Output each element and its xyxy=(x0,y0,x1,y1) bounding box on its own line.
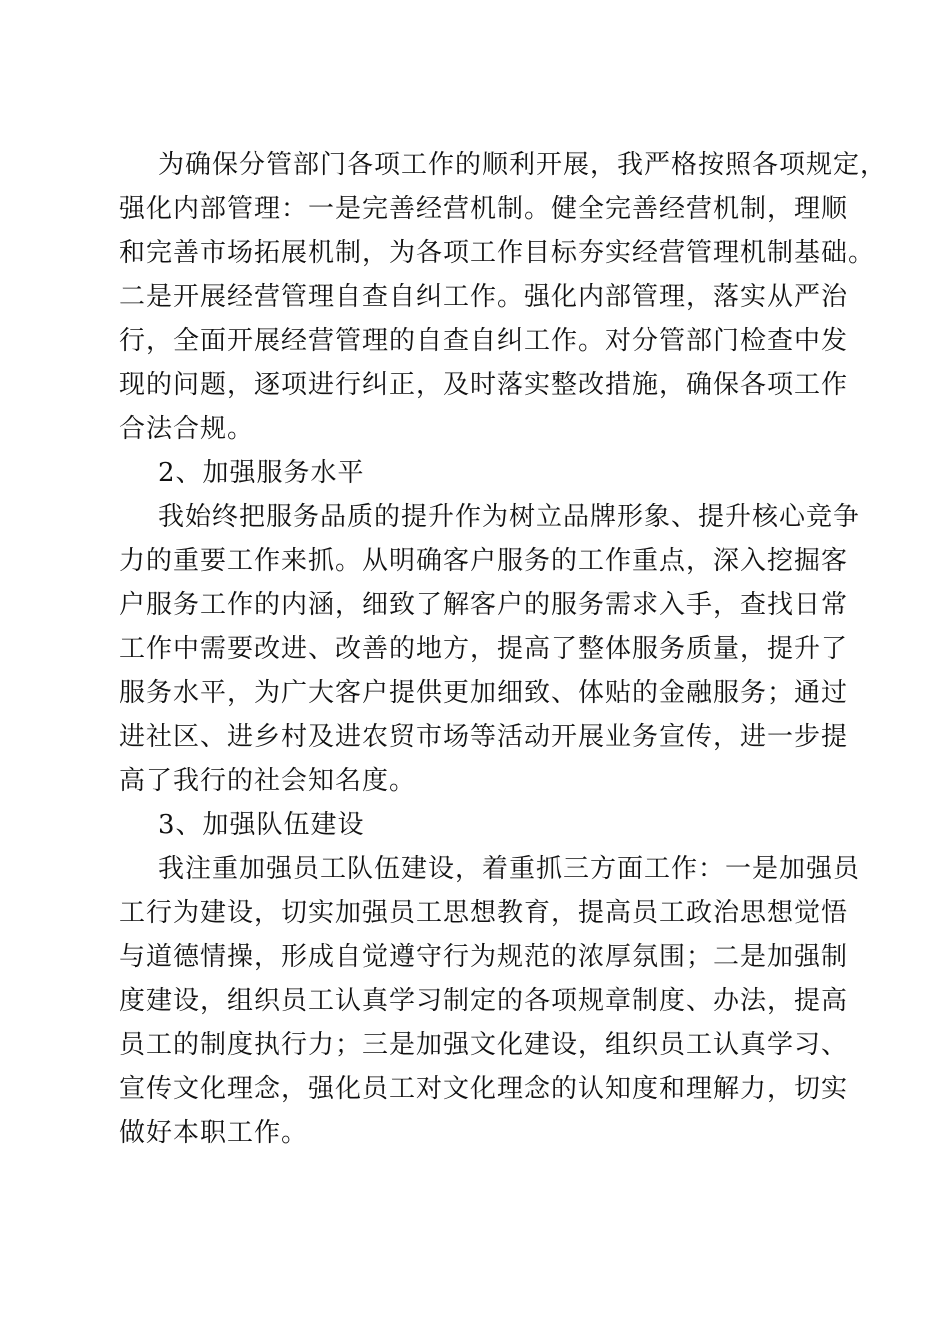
paragraph-line: 宣传文化理念，强化员工对文化理念的认知度和理解力，切实 xyxy=(119,1074,849,1104)
paragraph-line: 高了我行的社会知名度。 xyxy=(119,766,417,796)
paragraph-line: 现的问题，逐项进行纠正，及时落实整改措施，确保各项工作 xyxy=(119,370,849,400)
paragraph-line: 我注重加强员工队伍建设，着重抓三方面工作：一是加强员 xyxy=(158,854,861,884)
paragraph-line: 为确保分管部门各项工作的顺利开展，我严格按照各项规定， xyxy=(158,150,888,180)
paragraph-line: 工行为建设，切实加强员工思想教育，提高员工政治思想觉悟 xyxy=(119,898,849,928)
section-heading: 2、加强服务水平 xyxy=(158,458,365,488)
paragraph-line: 行，全面开展经营管理的自查自纠工作。对分管部门检查中发 xyxy=(119,326,849,356)
paragraph-line: 我始终把服务品质的提升作为树立品牌形象、提升核心竞争 xyxy=(158,502,861,532)
section-heading: 3、加强队伍建设 xyxy=(158,810,365,840)
paragraph-line: 与道德情操，形成自觉遵守行为规范的浓厚氛围；二是加强制 xyxy=(119,942,849,972)
paragraph-line: 二是开展经营管理自查自纠工作。强化内部管理，落实从严治 xyxy=(119,282,849,312)
paragraph-line: 和完善市场拓展机制，为各项工作目标夯实经营管理机制基础。 xyxy=(119,238,876,268)
paragraph-line: 服务水平，为广大客户提供更加细致、体贴的金融服务；通过 xyxy=(119,678,849,708)
paragraph-line: 强化内部管理：一是完善经营机制。健全完善经营机制，理顺 xyxy=(119,194,849,224)
paragraph-line: 合法合规。 xyxy=(119,414,255,444)
paragraph-line: 员工的制度执行力；三是加强文化建设，组织员工认真学习、 xyxy=(119,1030,849,1060)
paragraph-line: 度建设，组织员工认真学习制定的各项规章制度、办法，提高 xyxy=(119,986,849,1016)
paragraph-line: 进社区、进乡村及进农贸市场等活动开展业务宣传，进一步提 xyxy=(119,722,849,752)
paragraph-line: 力的重要工作来抓。从明确客户服务的工作重点，深入挖掘客 xyxy=(119,546,849,576)
paragraph-line: 工作中需要改进、改善的地方，提高了整体服务质量，提升了 xyxy=(119,634,849,664)
paragraph-line: 户服务工作的内涵，细致了解客户的服务需求入手，查找日常 xyxy=(119,590,849,620)
paragraph-line: 做好本职工作。 xyxy=(119,1118,309,1148)
